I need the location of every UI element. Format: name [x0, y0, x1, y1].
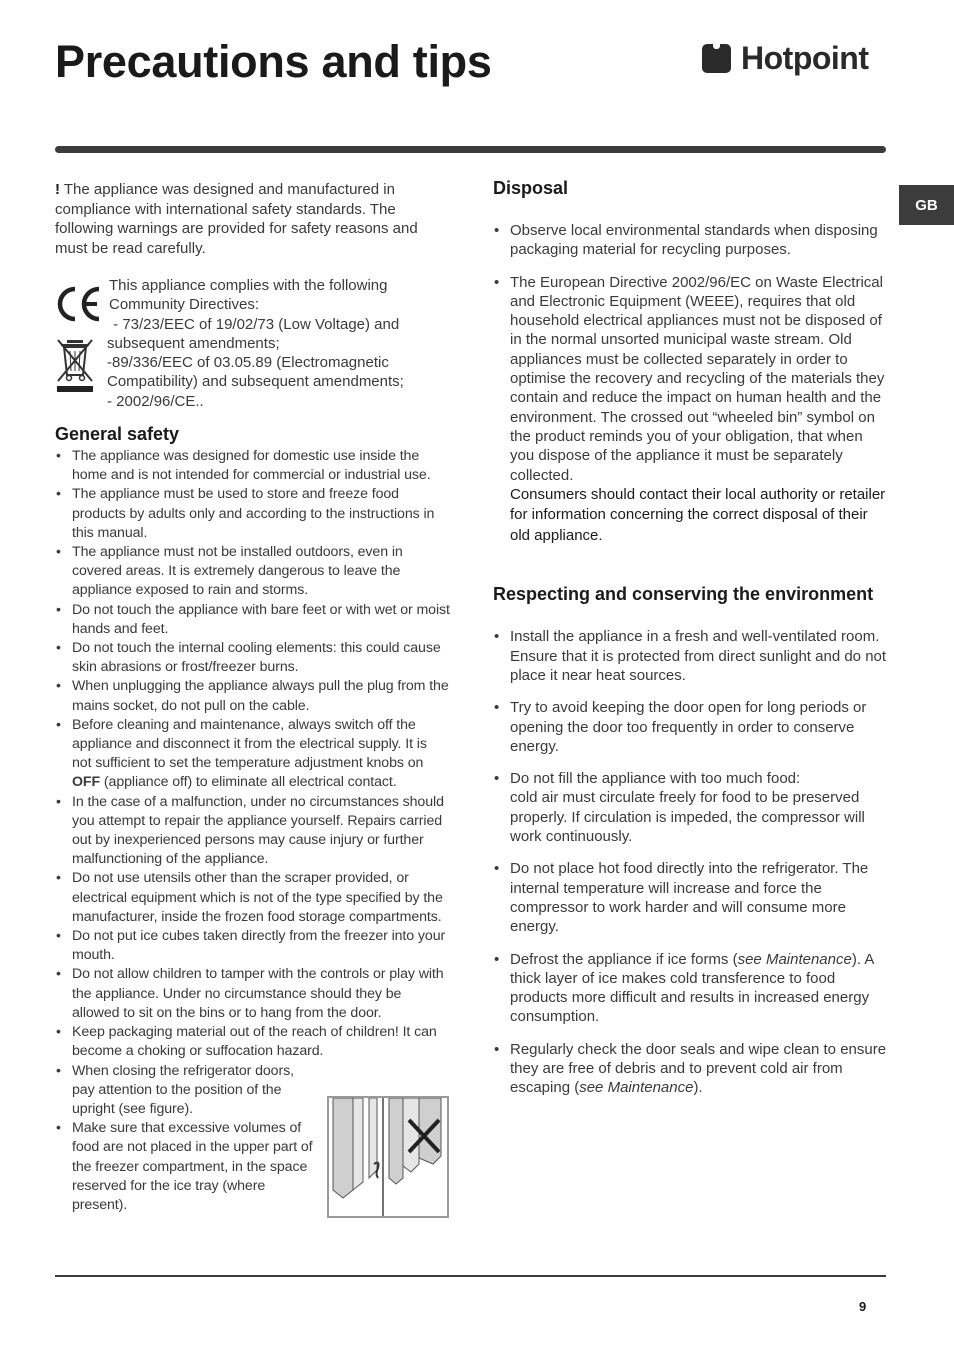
- compliance-line: Compatibility) and subsequent amendments;: [107, 373, 404, 391]
- list-item: • In the case of a malfunction, under no circumstances should you attempt to repair the appliance yourself. Repairs carried out by inexperienced persons may cause injury or further malfunctioning of the appliance.: [55, 793, 450, 870]
- list-item: • When unplugging the appliance always pull the plug from the mains socket, do not pull on the cable.: [55, 677, 450, 715]
- left-column: [55, 180, 450, 1215]
- list-item: [493, 1040, 888, 1098]
- page-title: Precautions and tips: [55, 36, 492, 87]
- compliance-line: - 2002/96/CE..: [107, 392, 204, 410]
- list-item: • Try to avoid keeping the door open for long periods or opening the door too frequently in order to conserve energy.: [493, 698, 888, 756]
- disposal-heading: Disposal: [493, 178, 569, 198]
- list-item: • Observe local environmental standards when disposing packaging material for recycling purposes.: [493, 221, 888, 260]
- intro-paragraph: [55, 180, 450, 258]
- item-text: The European Directive 2002/96/EC on Waste Electrical and Electronic Equipment (WEEE), requires that old household electrical appliances must not be disposed of in the normal unsorted municipal waste stream. Old appliances must be collected separately in order to optimise the recovery and recycling of the materials they contain and reduce the impact on human health and the environment. The crossed out “wheeled bin” symbol on the product reminds you of your obligation, that when you dispose of the appliance it must be separately collected.: [510, 273, 885, 484]
- crossed-bin-icon: [55, 337, 95, 395]
- language-tab: GB: [899, 185, 954, 225]
- door-upright-figure: [327, 1096, 449, 1218]
- list-item: • Do not use utensils other than the scraper provided, or electrical equipment which is not of the type specified by the manufacturer, inside the frozen food storage compartments.: [55, 869, 450, 927]
- ce-mark-icon: [55, 284, 101, 324]
- compliance-line: This appliance complies with the following: [109, 277, 388, 294]
- item-text: ). A thick layer of ice makes cold transference to food products more difficult and results in increased energy consumption.: [510, 950, 874, 1026]
- compliance-line: - 73/23/EEC of 19/02/73 (Low Voltage) and: [109, 315, 400, 333]
- item-text: Regularly check the door seals and wipe clean to ensure they are free of debris and to prevent cold air from escaping (: [510, 1040, 887, 1097]
- list-item: [493, 950, 888, 1027]
- item-text: ).: [693, 1079, 703, 1097]
- compliance-block: [55, 276, 450, 408]
- list-item: [55, 716, 450, 793]
- list-item: • Do not place hot food directly into the refrigerator. The internal temperature will increase and force the compressor to work harder and will consume more energy.: [493, 859, 888, 936]
- brand-name: Hotpoint: [741, 40, 869, 76]
- page-number: 9: [859, 1299, 867, 1314]
- brand-logo: [702, 40, 869, 77]
- consumer-note: Consumers should contact their local authority or retailer for information concerning the correct disposal of their old appliance.: [510, 485, 886, 544]
- off-label: OFF: [72, 774, 101, 791]
- refrigerator-door-illustration: [329, 1098, 447, 1216]
- compliance-line: -89/336/EEC of 03.05.89 (Electromagnetic: [107, 354, 389, 372]
- maintenance-reference: see Maintenance: [579, 1079, 694, 1097]
- compliance-text: [109, 276, 454, 411]
- list-item: • Install the appliance in a fresh and well-ventilated room. Ensure that it is protected from direct sunlight and do not place it near heat sources.: [493, 627, 888, 685]
- list-item: • The appliance must not be installed outdoors, even in covered areas. It is extremely dangerous to leave the appliance exposed to rain and storms.: [55, 543, 450, 601]
- list-item: • Do not touch the internal cooling elements: this could cause skin abrasions or frost/freezer burns.: [55, 639, 450, 677]
- list-item: • Keep packaging material out of the reach of children! It can become a choking or suffocation hazard.: [55, 1023, 450, 1061]
- item-text: Do not fill the appliance with too much food:: [510, 770, 801, 788]
- list-item: • Do not allow children to tamper with the controls or play with the appliance. Under no circumstance should they be allowed to sit on the bins or to hang from the door.: [55, 965, 450, 1023]
- compliance-symbols: [55, 284, 101, 400]
- list-item: • Do not touch the appliance with bare feet or with wet or moist hands and feet.: [55, 601, 450, 639]
- footer-divider: [55, 1275, 886, 1277]
- item-text: cold air must circulate freely for food to be preserved properly. If circulation is impeded, the compressor will work continuously.: [510, 789, 865, 846]
- list-item: • Do not put ice cubes taken directly from the freezer into your mouth.: [55, 927, 450, 965]
- list-item: • Make sure that excessive volumes of food are not placed in the upper part of the freezer compartment, in the space reserved for the ice tray (where present).: [55, 1119, 317, 1215]
- item-text: (appliance off) to eliminate all electrical contact.: [100, 774, 397, 791]
- compliance-line: subsequent amendments;: [107, 334, 280, 352]
- environment-heading: Respecting and conserving the environment: [493, 584, 874, 605]
- compliance-line: Community Directives:: [109, 296, 260, 314]
- item-text: Before cleaning and maintenance, always switch off the appliance and disconnect it from the electrical supply. It is not sufficient to set the temperature adjustment knobs on: [72, 716, 427, 772]
- warning-mark: !: [55, 181, 60, 198]
- item-text: Defrost the appliance if ice forms (: [510, 950, 738, 968]
- disposal-list: [493, 221, 888, 546]
- intro-text: The appliance was designed and manufactured in compliance with international safety standards. The following warnings are provided for safety reasons and must be read carefully.: [55, 181, 418, 257]
- general-safety-heading: General safety: [55, 424, 180, 444]
- list-item: [493, 273, 888, 547]
- list-item: • The appliance must be used to store and freeze food products by adults only and according to the instructions in this manual.: [55, 485, 450, 543]
- environment-list: [493, 627, 888, 1097]
- maintenance-reference: see Maintenance: [737, 950, 852, 968]
- list-item: [493, 769, 888, 846]
- list-item: • When closing the refrigerator doors, pay attention to the position of the upright (see figure).: [55, 1062, 317, 1120]
- hotpoint-logo-icon: [702, 44, 731, 73]
- right-column: [493, 178, 888, 1111]
- header-divider: [55, 146, 886, 153]
- list-item: • The appliance was designed for domestic use inside the home and is not intended for commercial or industrial use.: [55, 447, 450, 485]
